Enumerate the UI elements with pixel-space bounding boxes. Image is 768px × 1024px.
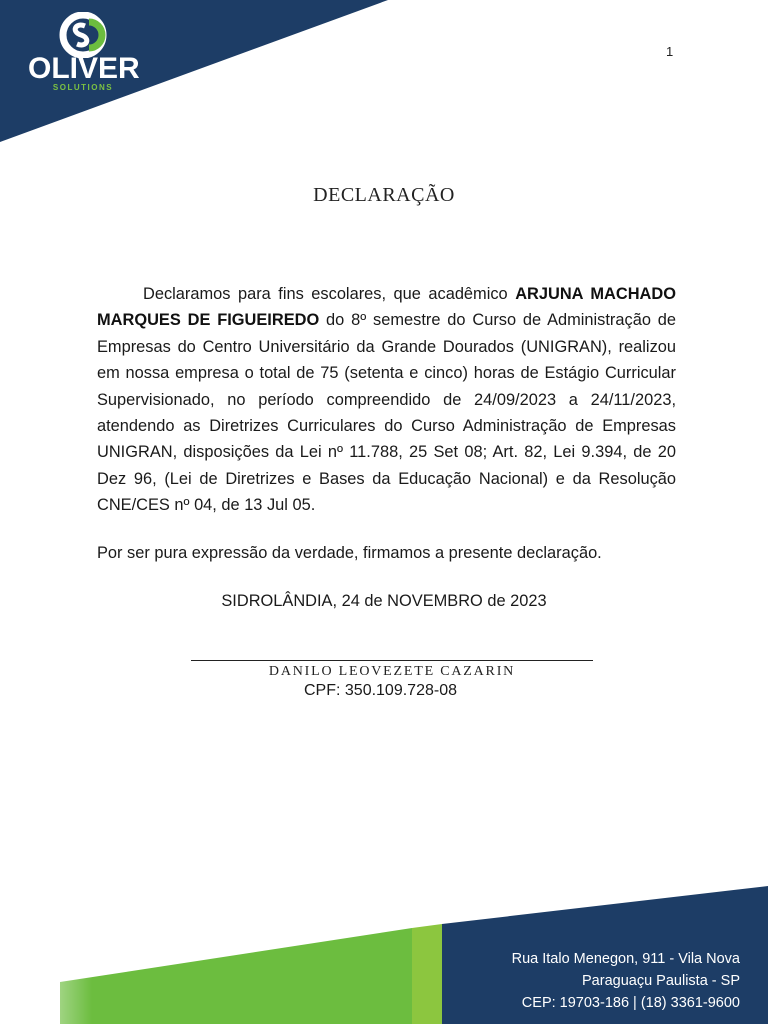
company-logo [28, 12, 138, 102]
body-intro: Declaramos para fins escolares, que acadêmico [143, 285, 516, 303]
student-name: ARJUNA MACHADO MARQUES DE FIGUEIREDO [97, 285, 676, 330]
document-title: DECLARAÇÃO [313, 184, 455, 206]
closing-statement: Por ser pura expressão da verdade, firmamos a presente declaração. [97, 544, 602, 562]
logo-wordmark: OLIVER [28, 52, 140, 85]
signatory-name: DANILO LEOVEZETE CAZARIN [268, 664, 516, 679]
body-rest: do 8º semestre do Curso de Administração de Empresas do Centro Universitário da Grande Dourados (UNIGRAN), realizou em nossa empresa o total de 75 (setenta e cinco) horas de Estágio Curricular Supervisionado, no período compreendido de 24/09/2023 a 24/11/2023, atendendo as Diretrizes Curriculares do Curso Administração de Empresas UNIGRAN, disposições da Lei nº 11.788, 25 Set 08; Art. 82, Lei 9.394, de 20 Dez 96, (Lei de Diretrizes e Bases da Educação Nacional) e da Resolução CNE/CES nº 04, de 13 Jul 05. [97, 311, 676, 515]
footer-address-line1: Rua Italo Menegon, 911 - Vila Nova [511, 951, 740, 967]
footer-address-line2: Paraguaçu Paulista - SP [582, 973, 740, 989]
footer-address [512, 948, 740, 1014]
declaration-body [97, 281, 676, 519]
logo-tagline: SOLUTIONS [52, 83, 114, 92]
page-number: 1 [666, 44, 674, 59]
footer-contact: CEP: 19703-186 | (18) 3361-9600 [521, 995, 740, 1011]
signatory-cpf: CPF: 350.109.728-08 [304, 682, 457, 699]
signature-line [191, 660, 593, 661]
place-date: SIDROLÂNDIA, 24 de NOVEMBRO de 2023 [221, 592, 547, 610]
